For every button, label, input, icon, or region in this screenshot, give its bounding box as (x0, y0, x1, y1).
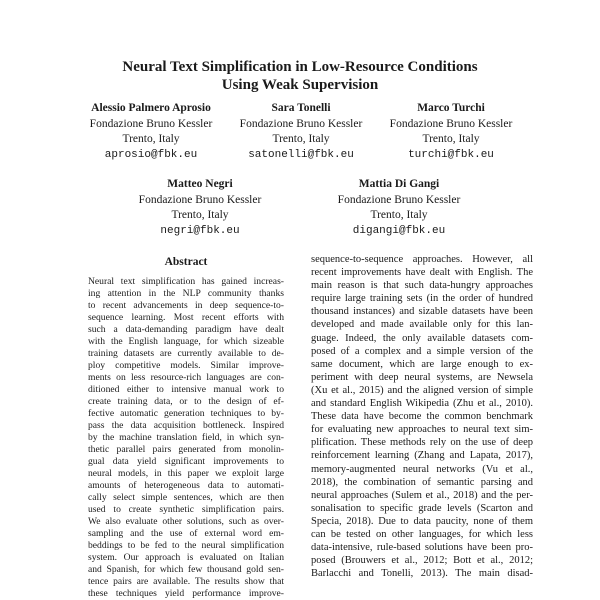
author-location: Trento, Italy (272, 133, 330, 145)
author-name: Sara Tonelli (271, 102, 331, 114)
author-location: Trento, Italy (122, 133, 180, 145)
author-block (125, 177, 275, 239)
author-location: Trento, Italy (422, 133, 480, 145)
author-location: Trento, Italy (370, 209, 428, 221)
author-email[interactable]: negri@fbk.eu (160, 224, 240, 237)
author-affiliation: Fondazione Bruno Kessler (389, 117, 513, 130)
body-line: posed (Brouwers et al., 2012; Bott et al., 2012; (311, 555, 533, 567)
body-line: periment with deep neural systems, are Newsela (311, 371, 533, 383)
body-line: reinforcement learning (Zhang and Lapata, 2017), (311, 450, 533, 462)
abstract-line: thetic parallel pairs generated from monolin- (88, 444, 284, 455)
author-name: Mattia Di Gangi (358, 178, 440, 190)
author-email[interactable]: turchi@fbk.eu (408, 148, 494, 161)
author-affiliation: Fondazione Bruno Kessler (89, 117, 213, 130)
abstract-line: sampling and the use of external word em- (88, 528, 284, 539)
author-block (324, 177, 474, 239)
author-affiliation: Fondazione Bruno Kessler (138, 193, 262, 206)
author-location: Trento, Italy (171, 209, 229, 221)
body-line: main reason is that such data-hungry approaches (311, 280, 533, 292)
author-email[interactable]: satonelli@fbk.eu (248, 148, 354, 161)
abstract-line: cally select simple sentences, which are then (88, 492, 284, 503)
body-line: neural approaches (Sulem et al., 2018) and the per- (311, 489, 533, 501)
abstract-line: ditioned either to intensive manual work to (88, 384, 284, 395)
abstract-line: fective automatic generation techniques to by- (88, 408, 284, 419)
body-line: Specia, 2018). Due to data paucity, none of them (311, 515, 533, 527)
body-line: can be tested on other languages, for which less (311, 528, 533, 540)
author-email[interactable]: aprosio@fbk.eu (104, 148, 198, 161)
abstract-line: used to create synthetic simplification pairs. (88, 504, 284, 515)
author-block (376, 101, 526, 163)
abstract-line: sequence learning. Most recent efforts with (88, 312, 284, 323)
body-line: same document, which are large enough to ex- (311, 358, 533, 370)
abstract-text (88, 276, 284, 600)
abstract-heading: Abstract (164, 256, 208, 268)
body-line: sequence-to-sequence approaches. However, all (311, 254, 533, 265)
body-line: thousand instances) and sizable datasets have been (311, 306, 533, 318)
body-line: These data have become the common benchmark (311, 411, 533, 423)
body-line: recent improvements have dealt with English. The (311, 267, 533, 279)
author-name: Matteo Negri (167, 178, 233, 190)
body-line: require large training sets (in the order of hundred (311, 293, 533, 305)
author-affiliation: Fondazione Bruno Kessler (239, 117, 363, 130)
abstract-line: and Spanish, for which few thousand gold sen- (88, 564, 284, 575)
abstract-line: create training data, or to the design of ef- (88, 396, 284, 407)
abstract-line: neural models, in this paper we exploit large (88, 468, 284, 479)
abstract-line: such a data-demanding paradigm have dealt (88, 324, 284, 335)
abstract-line: to recent advancements in deep sequence-to- (88, 300, 284, 311)
abstract-line: by the machine translation field, in which syn- (88, 432, 284, 443)
body-line: for evaluating new approaches to neural text sim- (311, 424, 533, 436)
abstract-line: gual data yield significant improvements to (88, 456, 284, 467)
abstract-line: tence pairs are available. The results show that (88, 576, 284, 587)
author-block (76, 101, 226, 163)
abstract-line: Neural text simplification has gained increas- (88, 276, 284, 287)
body-line: guage. Indeed, the only available datasets com- (311, 332, 533, 344)
paper-title (0, 58, 600, 94)
author-affiliation: Fondazione Bruno Kessler (337, 193, 461, 206)
introduction-text (311, 253, 533, 580)
body-line: and standard English Wikipedia (Zhu et al., 2010). (311, 398, 533, 410)
author-block (226, 101, 376, 163)
abstract-line: amounts of heterogeneous data to automati- (88, 480, 284, 491)
body-line: Barlacchi and Tonelli, 2013). The main disad- (311, 568, 533, 580)
body-line: data-intensive, rule-based solutions have been pro- (311, 542, 533, 554)
body-line: plification. These methods rely on the use of deep (311, 437, 533, 449)
abstract-line: these techniques yield performance improve- (88, 588, 284, 599)
abstract-line: ploy competitive models. Similar improve- (88, 360, 284, 371)
abstract-line: training datasets are currently available to de- (88, 348, 284, 359)
body-line: sonalisation to specific grade levels (Scarton and (311, 502, 533, 514)
title-line-2: Using Weak Supervision (221, 77, 379, 93)
abstract-line: We also evaluate other solutions, such as over- (88, 516, 284, 527)
abstract-line: ments on less resource-rich languages are con- (88, 372, 284, 383)
abstract-line: with the English language, for which sizeable (88, 336, 284, 347)
author-name: Alessio Palmero Aprosio (91, 102, 211, 114)
body-line: developed and made available only for this lan- (311, 319, 533, 331)
abstract-line: system. Our approach is evaluated on Italian (88, 552, 284, 563)
abstract-line: beddings to be fed to the neural simplification (88, 540, 284, 551)
author-name: Marco Turchi (417, 102, 485, 114)
body-line: 2018), the combination of semantic parsing and (311, 476, 533, 488)
body-line: memory-augmented neural networks (Vu et al., (311, 463, 533, 475)
abstract-line: pass the data acquisition bottleneck. Inspired (88, 420, 284, 431)
abstract-line: ing attention in the NLP community thanks (88, 288, 284, 299)
body-line: (Xu et al., 2015) and the aligned version of simple (311, 384, 533, 396)
title-line-1: Neural Text Simplification in Low-Resource Conditions (122, 59, 478, 75)
author-email[interactable]: digangi@fbk.eu (352, 224, 446, 237)
body-line: posed of a complex and a simple version of the (311, 345, 533, 357)
